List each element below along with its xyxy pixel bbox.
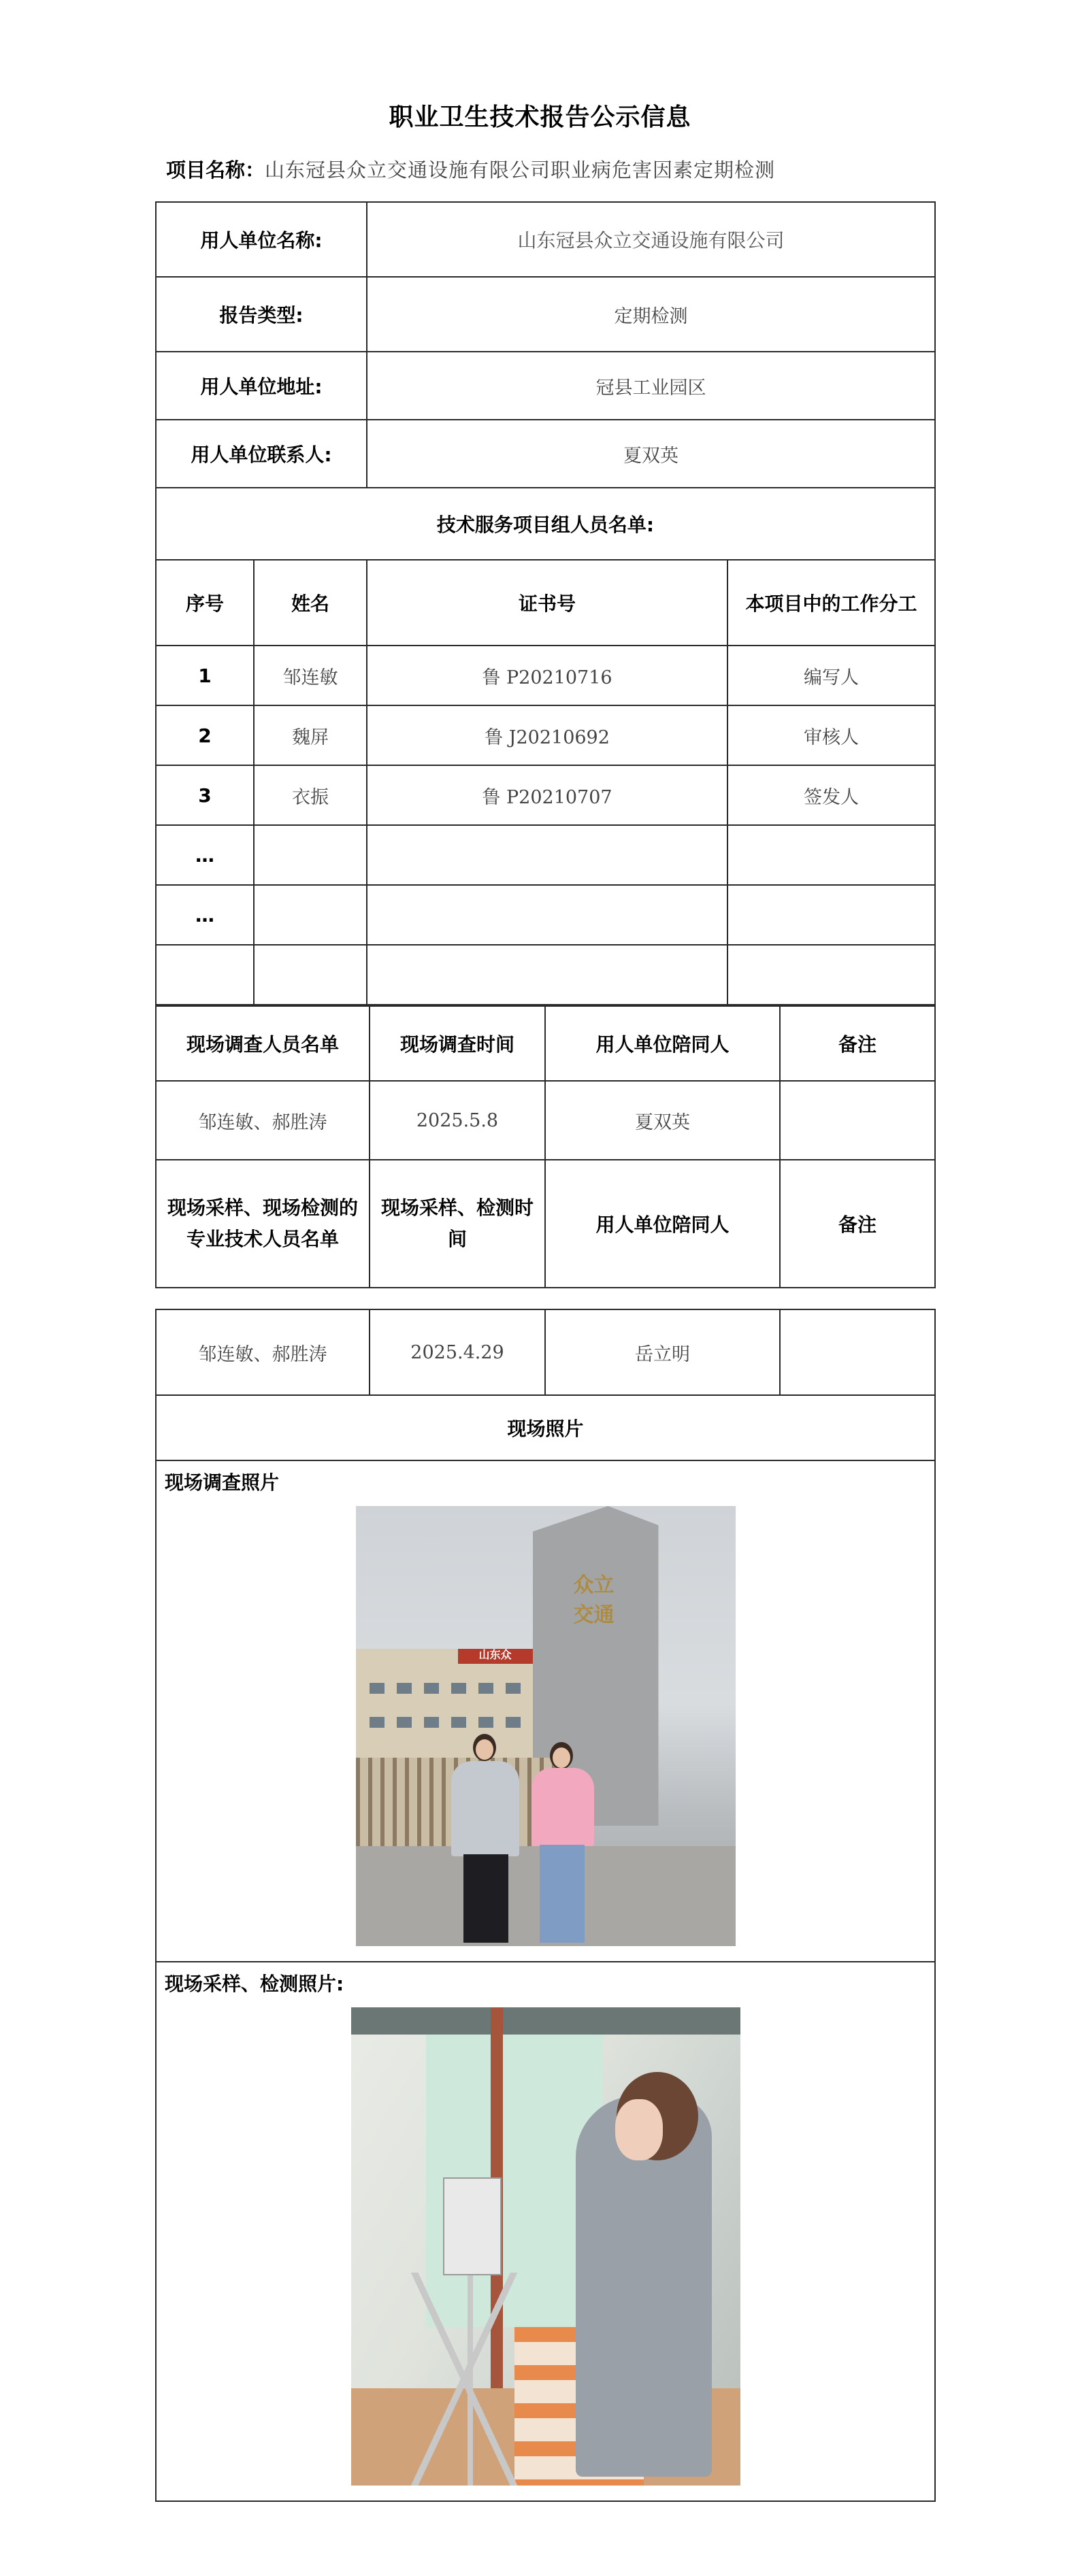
report-type: 定期检测 — [367, 277, 935, 352]
table-row — [156, 646, 935, 705]
sampling-header-staff: 现场采样、现场检测的专业技术人员名单 — [156, 1160, 370, 1288]
contact: 夏双英 — [367, 420, 935, 488]
survey-note — [780, 1081, 935, 1160]
row-no: 3 — [156, 765, 254, 825]
row-cert: 鲁 J20210692 — [367, 705, 727, 765]
row-cert — [367, 945, 727, 1005]
survey-header-staff: 现场调查人员名单 — [156, 1006, 370, 1081]
team-header-cert: 证书号 — [367, 560, 727, 646]
row-cert — [367, 825, 727, 885]
sampling-staff: 邹连敏、郝胜涛 — [156, 1309, 370, 1395]
survey-escort: 夏双英 — [545, 1081, 780, 1160]
project-line — [166, 155, 775, 183]
gate-sign-line: 交通 — [573, 1603, 615, 1627]
person-1 — [451, 1761, 519, 1856]
building-sign-text: 山东众 — [478, 1648, 512, 1661]
row-role — [727, 825, 935, 885]
team-heading: 技术服务项目组人员名单: — [156, 488, 935, 560]
survey-photo-cell — [156, 1460, 935, 1962]
table-row — [156, 825, 935, 885]
survey-staff: 邹连敏、郝胜涛 — [156, 1081, 370, 1160]
row-role: 审核人 — [727, 705, 935, 765]
row-name: 衣振 — [254, 765, 367, 825]
sampling-photo-cell — [156, 1962, 935, 2501]
survey-photo — [356, 1506, 736, 1946]
team-header-role: 本项目中的工作分工 — [727, 560, 935, 646]
tripod — [399, 2273, 542, 2486]
table-row — [156, 885, 935, 945]
sampling-date: 2025.4.29 — [370, 1309, 545, 1395]
sampling-escort: 岳立明 — [545, 1309, 780, 1395]
contact-label: 用人单位联系人: — [156, 420, 367, 488]
survey-header-date: 现场调查时间 — [370, 1006, 545, 1081]
row-role — [727, 945, 935, 1005]
row-name: 邹连敏 — [254, 646, 367, 705]
company-name: 山东冠县众立交通设施有限公司 — [367, 202, 935, 277]
survey-header-escort: 用人单位陪同人 — [545, 1006, 780, 1081]
survey-date: 2025.5.8 — [370, 1081, 545, 1160]
project-name: 山东冠县众立交通设施有限公司职业病危害因素定期检测 — [265, 158, 776, 182]
sampling-note — [780, 1309, 935, 1395]
sampling-device — [443, 2177, 502, 2275]
sampling-header-escort: 用人单位陪同人 — [545, 1160, 780, 1288]
row-no: 2 — [156, 705, 254, 765]
row-role: 编写人 — [727, 646, 935, 705]
gate-sign — [574, 1571, 621, 1632]
survey-header-note: 备注 — [780, 1006, 935, 1081]
table-row — [156, 705, 935, 765]
row-cert: 鲁 P20210707 — [367, 765, 727, 825]
sampling-photo-label: 现场采样、检测照片: — [165, 1973, 344, 1995]
company-label: 用人单位名称: — [156, 202, 367, 277]
address: 冠县工业园区 — [367, 352, 935, 420]
sampling-header-note: 备注 — [780, 1160, 935, 1288]
table-row — [156, 765, 935, 825]
row-name — [254, 945, 367, 1005]
row-name — [254, 825, 367, 885]
row-cert — [367, 885, 727, 945]
row-no — [156, 945, 254, 1005]
row-name — [254, 885, 367, 945]
survey-photo-label: 现场调查照片 — [165, 1471, 280, 1494]
page-title: 职业卫生技术报告公示信息 — [389, 103, 691, 131]
sampling-header-date: 现场采样、检测时间 — [370, 1160, 545, 1288]
gate-sign-line: 众立 — [573, 1573, 615, 1597]
team-header-name: 姓名 — [254, 560, 367, 646]
photos-heading: 现场照片 — [156, 1395, 935, 1460]
row-role — [727, 885, 935, 945]
table-row — [156, 945, 935, 1005]
sampling-photo — [351, 2007, 740, 2486]
row-cert: 鲁 P20210716 — [367, 646, 727, 705]
row-no: … — [156, 825, 254, 885]
address-label: 用人单位地址: — [156, 352, 367, 420]
report-type-label: 报告类型: — [156, 277, 367, 352]
row-role: 签发人 — [727, 765, 935, 825]
row-name: 魏屏 — [254, 705, 367, 765]
info-table — [155, 201, 936, 1005]
project-label: 项目名称： — [166, 158, 265, 182]
person-2 — [531, 1768, 594, 1846]
team-header-no: 序号 — [156, 560, 254, 646]
photo-table — [155, 1309, 936, 2502]
row-no: … — [156, 885, 254, 945]
survey-table — [155, 1005, 936, 1288]
row-no: 1 — [156, 646, 254, 705]
